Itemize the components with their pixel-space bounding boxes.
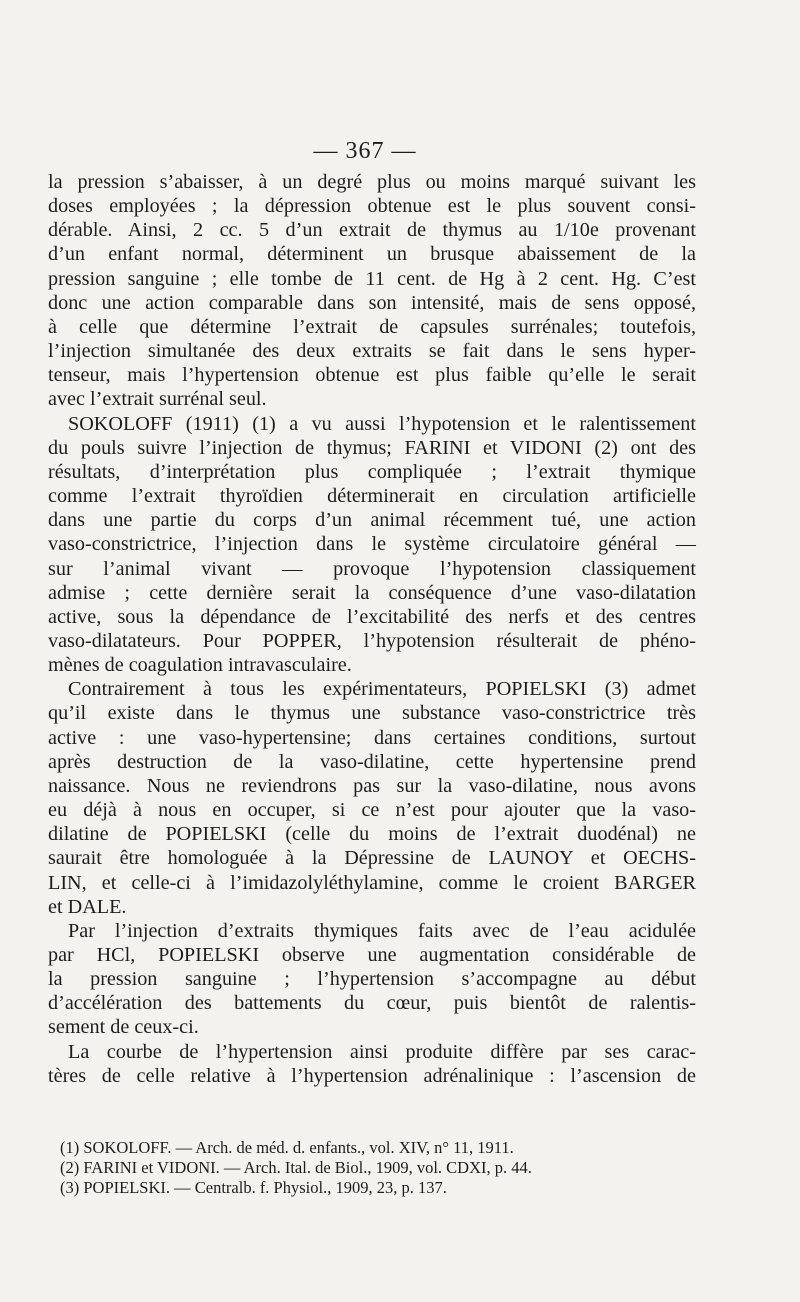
text-line: tères de celle relative à l’hypertension adrénalinique : l’ascension de <box>48 1064 696 1087</box>
text-line: dérable. Ainsi, 2 cc. 5 d’un extrait de thymus au 1/10e provenant <box>48 219 696 242</box>
text-line: sement de ceux-ci. <box>48 1016 199 1039</box>
text-line: admise ; cette dernière serait la conséquence d’une vaso-dilatation <box>48 581 696 604</box>
text-line: sur l’animal vivant — provoque l’hypotension classiquement <box>48 557 696 580</box>
footnotes <box>60 1138 680 1198</box>
text-line: Par l’injection d’extraits thymiques faits avec de l’eau acidulée <box>68 919 696 942</box>
text-line: active : une vaso-hypertensine; dans certaines conditions, surtout <box>48 726 696 749</box>
text-line: eu déjà à nous en occuper, si ce n’est pour ajouter que la vaso- <box>48 799 696 822</box>
text-line: à celle que détermine l’extrait de capsules surrénales; toutefois, <box>48 315 696 338</box>
text-line: comme l’extrait thyroïdien déterminerait en circulation artificielle <box>48 485 696 508</box>
text-line: après destruction de la vaso-dilatine, cette hypertensine prend <box>48 750 696 773</box>
text-line: dans une partie du corps d’un animal récemment tué, une action <box>48 509 696 532</box>
text-line: vaso-constrictrice, l’injection dans le système circulatoire général — <box>48 533 696 556</box>
text-line: Contrairement à tous les expérimentateurs, POPIELSKI (3) admet <box>68 678 696 701</box>
text-line: et DALE. <box>48 895 127 918</box>
text-line: d’un enfant normal, déterminent un brusque abaissement de la <box>48 243 696 266</box>
text-line: saurait être homologuée à la Dépressine de LAUNOY et OECHS- <box>48 847 696 870</box>
footnote-3: (3) POPIELSKI. — Centralb. f. Physiol., 1909, 23, p. 137. <box>60 1178 447 1197</box>
text-line: résultats, d’interprétation plus compliquée ; l’extrait thymique <box>48 460 696 483</box>
text-line: d’accélération des battements du cœur, puis bientôt de ralentis- <box>48 992 696 1015</box>
text-line: qu’il existe dans le thymus une substance vaso-constrictrice très <box>48 702 696 725</box>
text-line: active, sous la dépendance de l’excitabilité des nerfs et des centres <box>48 605 696 628</box>
text-line: mènes de coagulation intravasculaire. <box>48 654 352 677</box>
body-text <box>48 170 696 1088</box>
footnote-2: (2) FARINI et VIDONI. — Arch. Ital. de Biol., 1909, vol. CDXI, p. 44. <box>60 1158 532 1177</box>
text-line: avec l’extrait surrénal seul. <box>48 388 267 411</box>
text-line: tenseur, mais l’hypertension obtenue est plus faible qu’elle le serait <box>48 364 696 387</box>
text-line: la pression s’abaisser, à un degré plus ou moins marqué suivant les <box>48 171 696 193</box>
text-line: du pouls suivre l’injection de thymus; FARINI et VIDONI (2) ont des <box>48 436 696 459</box>
text-line: dilatine de POPIELSKI (celle du moins de l’extrait duodénal) ne <box>48 823 696 846</box>
text-line: donc une action comparable dans son intensité, mais de sens opposé, <box>48 291 696 314</box>
text-line: doses employées ; la dépression obtenue est le plus souvent consi- <box>48 195 696 218</box>
footnote-1: (1) SOKOLOFF. — Arch. de méd. d. enfants., vol. XIV, n° 11, 1911. <box>60 1138 514 1157</box>
text-line: pression sanguine ; elle tombe de 11 cent. de Hg à 2 cent. Hg. C’est <box>48 267 696 290</box>
text-line: vaso-dilatateurs. Pour POPPER, l’hypotension résulterait de phéno- <box>48 629 696 652</box>
text-line: naissance. Nous ne reviendrons pas sur la vaso-dilatine, nous avons <box>48 774 696 797</box>
page-number: — 367 — <box>313 138 417 164</box>
text-line: l’injection simultanée des deux extraits se fait dans le sens hyper- <box>48 340 696 363</box>
text-line: La courbe de l’hypertension ainsi produite diffère par ses carac- <box>68 1040 696 1063</box>
text-line: la pression sanguine ; l’hypertension s’accompagne au début <box>48 968 696 991</box>
text-line: SOKOLOFF (1911) (1) a vu aussi l’hypotension et le ralentissement <box>68 412 696 435</box>
text-line: par HCl, POPIELSKI observe une augmentation considérable de <box>48 944 696 966</box>
text-line: LIN, et celle-ci à l’imidazolyléthylamine, comme le croient BARGER <box>48 871 696 894</box>
